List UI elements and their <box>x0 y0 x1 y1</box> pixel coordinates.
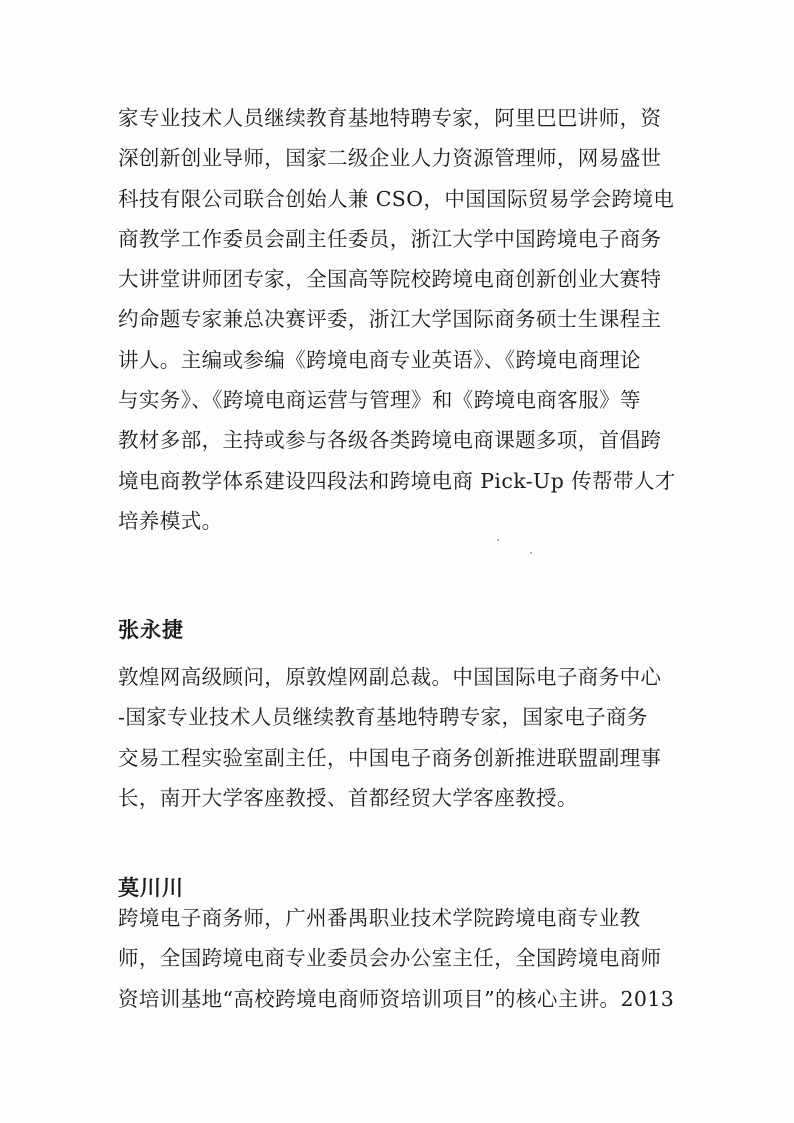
text-line: -国家专业技术人员继续教育基地特聘专家，国家电子商务 <box>118 705 648 730</box>
text-line: 深创新创业导师，国家二级企业人力资源管理师，网易盛世 <box>118 146 662 171</box>
profile-name: 莫川川 <box>118 875 184 900</box>
profile-bio <box>118 898 678 1019</box>
text-line: 培养模式。 <box>118 508 223 533</box>
text-line: 家专业技术人员继续教育基地特聘专家，阿里巴巴讲师，资 <box>118 106 662 130</box>
text-line: 大讲堂讲师团专家，全国高等院校跨境电商创新创业大赛特 <box>118 267 662 292</box>
text-line: 约命题专家兼总决赛评委，浙江大学国际商务硕士生课程主 <box>118 307 662 332</box>
text-line: 科技有限公司联合创始人兼 CSO，中国国际贸易学会跨境电 <box>118 186 675 211</box>
scan-speck <box>497 539 499 541</box>
text-line: 教材多部，主持或参与各级各类跨境电商课题多项，首倡跨 <box>118 428 662 453</box>
scan-speck <box>530 552 532 554</box>
text-line: 境电商教学体系建设四段法和跨境电商 Pick-Up 传帮带人才 <box>118 468 676 493</box>
text-line: 跨境电子商务师，广州番禺职业技术学院跨境电商专业教 <box>118 906 641 930</box>
text-line: 资培训基地“高校跨境电商师资培训项目”的核心主讲。2013 <box>118 986 675 1011</box>
bio-paragraph-continued <box>118 98 678 541</box>
profile-name: 张永捷 <box>118 617 184 642</box>
text-line: 长，南开大学客座教授、首都经贸大学客座教授。 <box>118 785 578 810</box>
text-line: 讲人。主编或参编《跨境电商专业英语》、《跨境电商理论 <box>118 347 641 372</box>
text-line: 师，全国跨境电商专业委员会办公室主任，全国跨境电商师 <box>118 946 662 971</box>
profile-bio <box>118 657 678 818</box>
text-line: 交易工程实验室副主任，中国电子商务创新推进联盟副理事 <box>118 745 662 770</box>
text-line: 敦煌网高级顾问，原敦煌网副总裁。中国国际电子商务中心 <box>118 665 662 689</box>
text-line: 与实务》、《跨境电商运营与管理》和《跨境电商客服》等 <box>118 388 641 413</box>
text-line: 商教学工作委员会副主任委员，浙江大学中国跨境电子商务 <box>118 226 662 251</box>
